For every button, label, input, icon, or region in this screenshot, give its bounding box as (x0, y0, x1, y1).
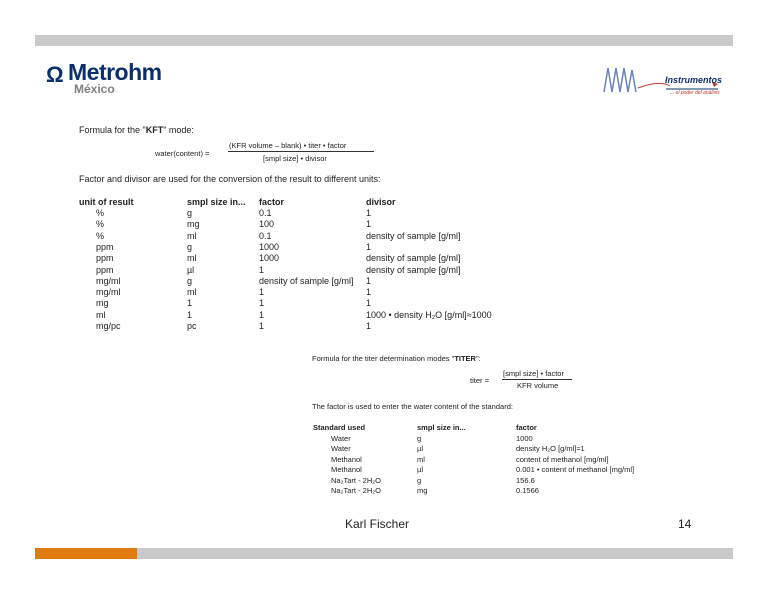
titer-table-cell: 0.001 • content of methanol [mg/ml] (516, 465, 635, 475)
kft-table-cell: ml (187, 287, 197, 298)
bottom-divider-bar (35, 548, 733, 559)
kft-table-cell: g (187, 275, 193, 286)
titer-fraction-line (502, 379, 572, 380)
kft-table-cell: 1 (259, 309, 265, 320)
kft-table-cell: mg/ml (96, 287, 121, 298)
kft-table-cell: 1 (366, 298, 372, 309)
titer-formula-lhs: titer = (470, 376, 489, 385)
titer-table-cell: g (417, 475, 422, 485)
titer-table-cell: µl (417, 465, 423, 475)
kft-table-cell: g (187, 241, 193, 252)
kft-table-cell: 1 (259, 264, 265, 275)
kft-table-cell: 0.1 (259, 208, 272, 218)
titer-table-cell: density H₂O [g/ml]≈1 (516, 444, 585, 454)
kft-table-cell: 1 (366, 219, 372, 230)
kft-conversion-text: Factor and divisor are used for the conversion of the result to different units: (79, 174, 381, 184)
kft-table-cell: % (96, 230, 105, 241)
kft-formula-denominator: [smpl size] • divisor (263, 154, 327, 163)
titer-table-cell: content of methanol [mg/ml] (516, 454, 609, 464)
kft-table-cell: 1 (366, 287, 372, 298)
kft-table-cell: ml (187, 230, 197, 241)
titer-table-cell: Water (331, 444, 351, 454)
kft-table-cell: density of sample [g/ml] (366, 264, 461, 275)
titer-intro: Formula for the titer determination modes "TITER": (312, 354, 481, 363)
kft-formula-lhs: water(content) = (155, 149, 210, 158)
kft-table-cell: ml (96, 309, 106, 320)
titer-table-cell: 0.1566 (516, 486, 539, 495)
kft-fraction-line (228, 151, 374, 152)
bottom-accent-bar (35, 548, 137, 559)
titer-table-cell: Na₂Tart - 2H₂O (331, 486, 381, 495)
kft-table-cell: pc (187, 321, 197, 331)
logo-word: Instrumentos (665, 75, 723, 85)
titer-table-cell: Methanol (331, 454, 362, 464)
kft-table-cell: 1 (187, 309, 193, 320)
kft-formula-numerator: (KFR volume – blank) • titer • factor (229, 141, 347, 150)
kft-table-cell: 1 (366, 275, 372, 286)
kft-table-cell: mg (187, 219, 200, 230)
kft-table-cell: % (96, 219, 105, 230)
kft-table-cell: ppm (96, 241, 114, 252)
footer-title: Karl Fischer (345, 517, 410, 531)
logo-brand-text: Metrohm (68, 59, 162, 85)
kft-table-cell: 1000 • density H₂O [g/ml]≈1000 (366, 309, 492, 320)
kft-table-cell: 1 (187, 298, 193, 309)
kft-table-cell: density of sample [g/ml] (366, 230, 461, 241)
kft-table-header: divisor (366, 197, 396, 207)
kft-table-cell: 1 (259, 298, 265, 309)
kft-table-header: factor (259, 197, 285, 207)
logo-subtext: México (74, 82, 115, 96)
kft-table-header: unit of result (79, 197, 134, 207)
kft-table-cell: mg/ml (96, 275, 121, 286)
kft-table-cell: 1 (259, 287, 265, 298)
titer-table-cell: ml (417, 454, 425, 464)
titer-table-cell: Methanol (331, 465, 362, 475)
titer-table-cell: Na₂Tart - 2H₂O (331, 475, 381, 485)
kft-table-cell: mg (96, 298, 109, 309)
titer-formula-denominator: KFR volume (517, 381, 559, 390)
kft-table-cell: 1 (366, 208, 372, 218)
kft-table-cell: ppm (96, 253, 114, 264)
titer-formula-numerator: [smpl size] • factor (503, 369, 564, 378)
titer-table-cell: Water (331, 434, 351, 443)
titer-factor-text: The factor is used to enter the water content of the standard: (312, 402, 513, 411)
kft-table-cell: % (96, 208, 105, 218)
kft-table-cell: 1 (366, 321, 372, 331)
logo-tagline: ... el poder del análisis (670, 90, 720, 96)
titer-table-cell: 156.6 (516, 475, 535, 485)
instrumentos-logo (600, 62, 723, 102)
kft-table-cell: mg/pc (96, 321, 121, 331)
kft-table-cell: 1 (259, 321, 265, 331)
kft-table-cell: 1000 (259, 241, 280, 252)
kft-table-cell: 1 (366, 241, 372, 252)
titer-table-cell: mg (417, 486, 428, 495)
kft-table-header: smpl size in... (187, 197, 246, 207)
kft-intro: Formula for the "KFT" mode: (79, 125, 194, 135)
top-divider-bar (35, 35, 733, 46)
kft-table-cell: 0.1 (259, 230, 272, 241)
titer-table-cell: g (417, 434, 422, 443)
omega-icon: Ω (46, 62, 64, 87)
titer-table-cell: 1000 (516, 434, 533, 443)
titer-table-header: Standard used (313, 423, 366, 432)
kft-table-cell: 1000 (259, 253, 280, 264)
kft-table-cell: density of sample [g/ml] (259, 275, 354, 286)
kft-table-cell: g (187, 208, 193, 218)
titer-table-header: factor (516, 423, 537, 432)
kft-table-cell: µl (187, 264, 195, 275)
kft-table-cell: ml (187, 253, 197, 264)
titer-table-cell: µl (417, 444, 423, 454)
page-number: 14 (678, 517, 692, 531)
titer-table-header: smpl size in... (417, 423, 466, 432)
kft-table-cell: 100 (259, 219, 275, 230)
kft-table-cell: density of sample [g/ml] (366, 253, 461, 264)
kft-table-cell: ppm (96, 264, 114, 275)
